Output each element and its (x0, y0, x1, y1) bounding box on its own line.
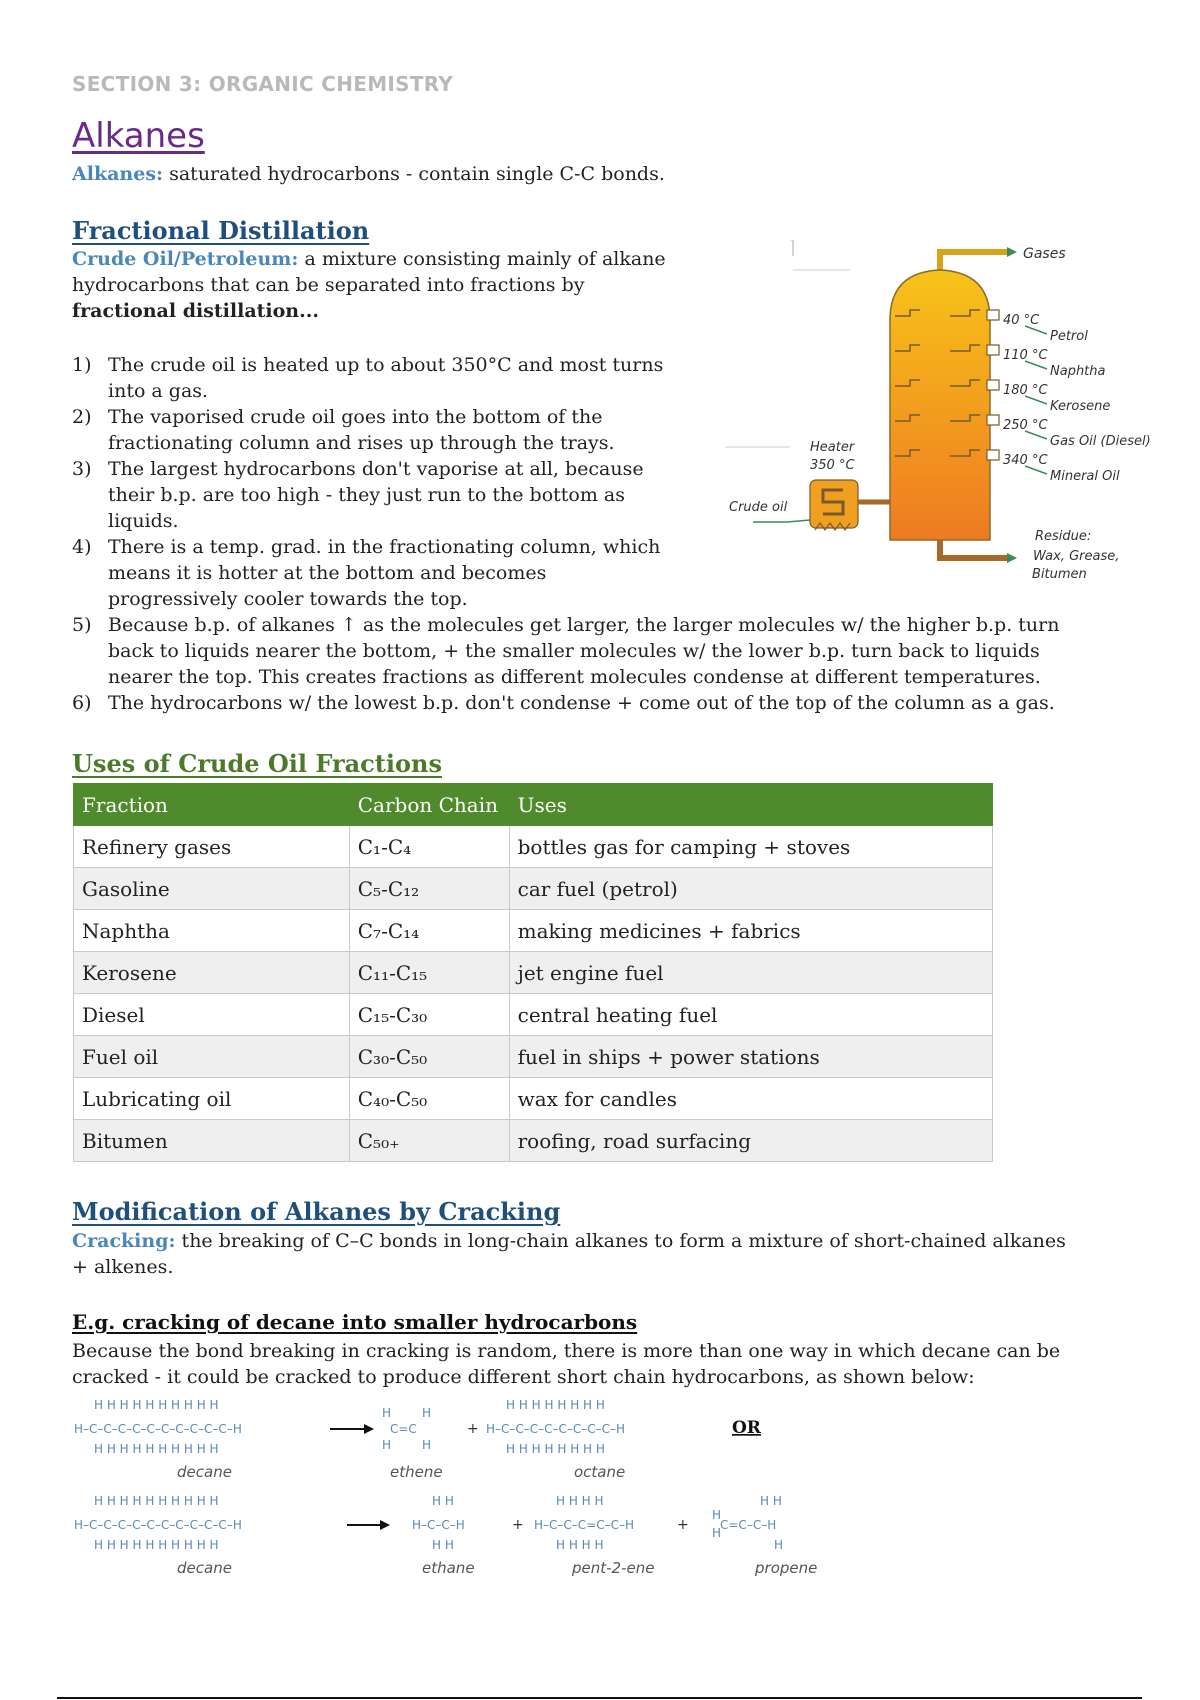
cracking-def-line-2: + alkenes. (72, 1256, 174, 1278)
cracking-definition (72, 1228, 1172, 1280)
heater-temp: 350 °C (810, 458, 855, 473)
ethene-structure (382, 1406, 431, 1452)
step-item (72, 612, 1152, 690)
residue-items-2: Bitumen (1032, 567, 1087, 582)
step-line: There is a temp. grad. in the fractionating column, which (108, 536, 661, 558)
table-header-row (74, 784, 993, 826)
section-label: SECTION 3: ORGANIC CHEMISTRY (72, 72, 454, 96)
propene-caption: propene (755, 1559, 818, 1577)
svg-text:H H: H H (432, 1538, 454, 1552)
propene-structure (712, 1494, 783, 1552)
plus-sign: + (512, 1517, 524, 1533)
table-row (74, 826, 993, 868)
decane-caption: decane (177, 1463, 232, 1481)
fraction-cell: Gasoline (74, 868, 350, 910)
svg-text:H H H H H H H H H H: H H H H H H H H H H (94, 1398, 219, 1412)
table-row (74, 994, 993, 1036)
example-line-1: Because the bond breaking in cracking is random, there is more than one way in which decane can be (72, 1340, 1061, 1362)
svg-text:C=C: C=C (390, 1422, 417, 1436)
chain-cell: C₁₁-C₁₅ (349, 952, 509, 994)
octane-caption: octane (574, 1463, 626, 1481)
cracking-def-line-1: the breaking of C–C bonds in long-chain alkanes to form a mixture of short-chained alkanes (175, 1230, 1066, 1252)
uses-table (73, 783, 993, 1162)
ethane-caption: ethane (422, 1559, 475, 1577)
cracking-row-2 (74, 1494, 817, 1577)
gas-pipe (940, 252, 1007, 270)
example-heading: E.g. cracking of decane into smaller hydrocarbons (72, 1310, 638, 1334)
pent-2-ene-caption: pent-2-ene (572, 1559, 655, 1577)
chain-cell: C₁₅-C₃₀ (349, 994, 509, 1036)
level-name: Gas Oil (Diesel) (1050, 434, 1151, 449)
fraction-cell: Lubricating oil (74, 1078, 350, 1120)
residue-label: Residue: (1035, 529, 1092, 544)
step-line: The vaporised crude oil goes into the bottom of the (108, 406, 603, 428)
column-header: Fraction (74, 784, 350, 826)
ethene-caption: ethene (390, 1463, 443, 1481)
uses-cell: bottles gas for camping + stoves (509, 826, 992, 868)
svg-text:H H: H H (760, 1494, 782, 1508)
svg-text:H–C–C–C–C–C–C–C–C–C–C–H: H–C–C–C–C–C–C–C–C–C–C–H (74, 1422, 242, 1436)
level-temp: 40 °C (1003, 313, 1040, 328)
step-number: 5) (72, 614, 92, 636)
svg-text:H H H H H H H H: H H H H H H H H (506, 1398, 605, 1412)
step-line: fractionating column and rises up through the trays. (108, 432, 615, 454)
uses-cell: fuel in ships + power stations (509, 1036, 992, 1078)
level-temp: 250 °C (1003, 418, 1048, 433)
svg-text:H–C–C–C=C–C–H: H–C–C–C=C–C–H (534, 1518, 634, 1532)
step-number: 2) (72, 406, 92, 428)
alkanes-definition (72, 161, 665, 187)
step-number: 4) (72, 536, 92, 558)
svg-text:H H H H H H H H H H: H H H H H H H H H H (94, 1494, 219, 1508)
table-row (74, 910, 993, 952)
svg-text:C=C–C–H: C=C–C–H (720, 1518, 777, 1532)
step-line: progressively cooler towards the top. (108, 588, 468, 610)
gases-arrow (1007, 247, 1017, 257)
svg-text:H: H (422, 1438, 432, 1452)
step-number: 1) (72, 354, 92, 376)
table-row (74, 1036, 993, 1078)
step-number: 3) (72, 458, 92, 480)
fractionating-column-diagram (725, 240, 1180, 595)
fraction-cell: Bitumen (74, 1120, 350, 1162)
corner-mark (791, 240, 793, 256)
residue-pipe (940, 540, 1007, 558)
svg-text:H H H H H H H H H H: H H H H H H H H H H (94, 1538, 219, 1552)
level-temp: 180 °C (1003, 383, 1048, 398)
crude-line-1: a mixture consisting mainly of alkane (298, 248, 666, 270)
arrow-head (380, 1520, 390, 1530)
step-line: The largest hydrocarbons don't vaporise at all, because (108, 458, 644, 480)
step-line: their b.p. are too high - they just run to the bottom as (108, 484, 625, 506)
step-line: nearer the top. This creates fractions as different molecules condense at different temperatures. (108, 666, 1041, 688)
ethane-structure (412, 1494, 465, 1552)
or-label: OR (732, 1418, 761, 1438)
page-title: Alkanes (72, 116, 205, 156)
step-line: into a gas. (108, 380, 209, 402)
table-row (74, 1078, 993, 1120)
level-name: Petrol (1050, 329, 1088, 344)
crude-oil-term: Crude Oil/Petroleum: (72, 248, 299, 270)
svg-text:H H: H H (432, 1494, 454, 1508)
chain-cell: C₅-C₁₂ (349, 868, 509, 910)
alkanes-term: Alkanes: (72, 163, 164, 185)
pent-2-ene-structure (534, 1494, 634, 1552)
fraction-cell: Kerosene (74, 952, 350, 994)
step-line: Because b.p. of alkanes ↑ as the molecules get larger, the larger molecules w/ the higher b.p. turn (108, 614, 1060, 636)
chain-cell: C₁-C₄ (349, 826, 509, 868)
bottom-rule (57, 1697, 1142, 1699)
table-row (74, 1120, 993, 1162)
svg-text:H: H (422, 1406, 432, 1420)
svg-text:H: H (382, 1406, 392, 1420)
residue-arrow (1007, 553, 1017, 563)
uses-cell: wax for candles (509, 1078, 992, 1120)
cracking-heading: Modification of Alkanes by Cracking (72, 1197, 561, 1226)
svg-text:H–C–C–C–C–C–C–C–C–H: H–C–C–C–C–C–C–C–C–H (486, 1422, 626, 1436)
crude-oil-arrow (753, 520, 810, 522)
crude-oil-definition (72, 246, 722, 324)
example-text (72, 1338, 1172, 1390)
crude-line-2: hydrocarbons that can be separated into fractions by (72, 274, 585, 296)
uses-cell: car fuel (petrol) (509, 868, 992, 910)
fraction-cell: Fuel oil (74, 1036, 350, 1078)
fraction-cell: Diesel (74, 994, 350, 1036)
level-name: Kerosene (1050, 399, 1111, 414)
chain-cell: C₄₀-C₅₀ (349, 1078, 509, 1120)
heater-box (810, 480, 858, 528)
chain-cell: C₃₀-C₅₀ (349, 1036, 509, 1078)
alkanes-def-text: saturated hydrocarbons - contain single C-C bonds. (163, 163, 665, 185)
step-line: means it is hotter at the bottom and becomes (108, 562, 547, 584)
chain-cell: C₇-C₁₄ (349, 910, 509, 952)
heater-label: Heater (810, 440, 855, 455)
fractional-distillation-heading: Fractional Distillation (72, 216, 370, 245)
uses-cell: roofing, road surfacing (509, 1120, 992, 1162)
gases-label: Gases (1023, 246, 1066, 262)
plus-sign: + (467, 1421, 479, 1437)
svg-text:H: H (712, 1508, 722, 1522)
cracking-row-1 (74, 1398, 762, 1481)
cracking-diagram (72, 1395, 872, 1595)
svg-text:H: H (382, 1438, 392, 1452)
svg-text:H H H H: H H H H (556, 1538, 604, 1552)
uses-heading: Uses of Crude Oil Fractions (72, 749, 442, 778)
plus-sign: + (677, 1517, 689, 1533)
level-temp: 110 °C (1003, 348, 1048, 363)
octane-structure (486, 1398, 625, 1456)
crude-oil-label: Crude oil (729, 500, 788, 515)
fraction-cell: Naphtha (74, 910, 350, 952)
level-temp: 340 °C (1003, 453, 1048, 468)
uses-cell: jet engine fuel (509, 952, 992, 994)
step-line: back to liquids nearer the bottom, + the smaller molecules w/ the lower b.p. turn back to liquids (108, 640, 1040, 662)
column-header: Uses (509, 784, 992, 826)
crude-bold: fractional distillation... (72, 300, 319, 322)
chain-cell: C₅₀₊ (349, 1120, 509, 1162)
decane-structure (74, 1494, 242, 1552)
svg-text:H H H H H H H H: H H H H H H H H (506, 1442, 605, 1456)
example-line-2: cracked - it could be cracked to produce different short chain hydrocarbons, as shown below: (72, 1366, 975, 1388)
step-number: 6) (72, 692, 92, 714)
decane-structure (74, 1398, 242, 1456)
uses-cell: central heating fuel (509, 994, 992, 1036)
cracking-term: Cracking: (72, 1230, 176, 1252)
step-line: liquids. (108, 510, 179, 532)
step-line: The crude oil is heated up to about 350°C and most turns (108, 354, 664, 376)
step-line: The hydrocarbons w/ the lowest b.p. don't condense + come out of the top of the column as a gas. (108, 692, 1055, 714)
table-row (74, 952, 993, 994)
svg-text:H–C–C–H: H–C–C–H (412, 1518, 465, 1532)
level-name: Mineral Oil (1050, 469, 1120, 484)
column-header: Carbon Chain (349, 784, 509, 826)
svg-text:H H H H: H H H H (556, 1494, 604, 1508)
level-name: Naphtha (1050, 364, 1106, 379)
svg-text:H H H H H H H H H H: H H H H H H H H H H (94, 1442, 219, 1456)
svg-text:H: H (712, 1526, 722, 1540)
step-item (72, 690, 1152, 716)
arrow-head (364, 1424, 374, 1434)
decane-caption: decane (177, 1559, 232, 1577)
svg-text:H: H (774, 1538, 784, 1552)
svg-text:H–C–C–C–C–C–C–C–C–C–C–H: H–C–C–C–C–C–C–C–C–C–C–H (74, 1518, 242, 1532)
table-row (74, 868, 993, 910)
residue-items: Wax, Grease, (1033, 549, 1120, 564)
uses-cell: making medicines + fabrics (509, 910, 992, 952)
fraction-cell: Refinery gases (74, 826, 350, 868)
